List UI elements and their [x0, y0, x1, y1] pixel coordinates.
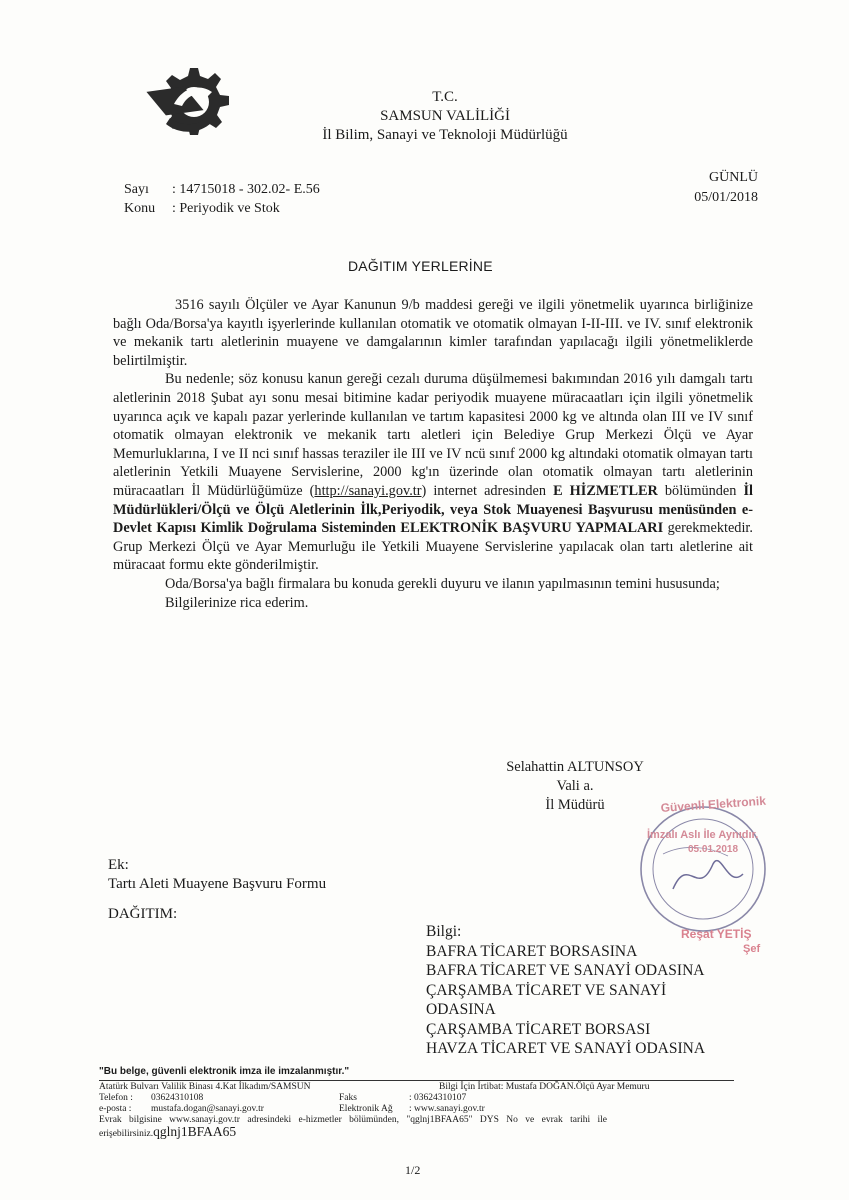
bilgi-block: [426, 922, 705, 1059]
bilgi-item: BAFRA TİCARET VE SANAYİ ODASINA: [426, 962, 705, 979]
stamp-signer: Reşat YETİŞ: [681, 927, 752, 941]
fax-value: : 03624310107: [409, 1093, 467, 1103]
bilgi-item: BAFRA TİCARET BORSASINA: [426, 942, 638, 960]
verify-text: Evrak bilgisine www.sanayi.gov.tr adresindeki e-hizmetler bölümünden, "qglnj1BFAA65" DYS No ve evrak tarihi ile: [99, 1115, 608, 1125]
ek-label: Ek:: [108, 857, 129, 873]
dagitim-label: DAĞITIM:: [108, 906, 178, 922]
document-title: DAĞITIM YERLERİNE: [348, 258, 493, 274]
paragraph-3: Oda/Borsa'ya bağlı firmalara bu konuda gerekli duyuru ve ilanın yapılmasının temini hususunda;: [165, 575, 720, 592]
verify-text-2: erişebilirsiniz.: [99, 1129, 154, 1139]
footer-contact: [99, 1082, 739, 1142]
web-value[interactable]: : www.sanayi.gov.tr: [409, 1104, 485, 1114]
date-block: [648, 168, 758, 208]
stamp-signer-title: Şef: [743, 943, 761, 955]
signature-block: [505, 758, 645, 815]
footer-contact-person: Bilgi İçin İrtibat: Mustafa DOĞAN.Ölçü Ayar Memuru: [439, 1082, 650, 1092]
stamp-text-2: İmzalı Aslı İle Aynıdır.: [647, 829, 759, 841]
bilgi-item: ODASINA: [426, 1001, 496, 1018]
email-label: e-posta :: [99, 1104, 132, 1114]
attachment-block: [108, 856, 326, 894]
paragraph-1: 3516 sayılı Ölçüler ve Ayar Kanunun 9/b maddesi gereği ve ilgili yönetmelik uyarınca birliğinize bağlı Oda/Borsa'ya kayıtlı işyerlerinde kullanılan otomatik ve otomatik olmayan I-II-III. ve IV. sınıf elektronik ve mekanik tartı aletlerinin muayene ve damgalarının kimler tarafından yapılacağı ilgili yönetmeliklerde belirtilmiştir.: [113, 297, 753, 369]
konu-value: : Periyodik ve Stok: [172, 201, 280, 216]
stamp-text-1: Güvenli Elektronik: [660, 794, 767, 815]
reference-block: [124, 180, 320, 218]
ministry-gear-logo: [140, 62, 240, 155]
footer-address: Atatürk Bulvarı Valilik Binası 4.Kat İlkadım/SAMSUN: [99, 1082, 311, 1092]
ek-item: Tartı Aleti Muayene Başvuru Formu: [108, 876, 327, 892]
tel-label: Telefon :: [99, 1093, 133, 1103]
web-label: Elektronik Ağ: [339, 1104, 393, 1114]
e-hizmetler-bold: E HİZMETLER: [553, 482, 658, 499]
header-mudurluk: İl Bilim, Sanayi ve Teknoloji Müdürlüğü: [322, 127, 568, 143]
page-number: 1/2: [405, 1163, 421, 1177]
instructions-bold: İl Müdürlükleri/Ölçü ve Ölçü Aletlerinin İlk,Periyodik, veya Stok Muayenesi Başvurusu menüsünden e-Devlet Kapısı Kimlik Doğrulama Sisteminden ELEKTRONİK BAŞVURU YAPMALARI: [113, 482, 753, 537]
paragraph-2: Bu nedenle; söz konusu kanun gereği cezalı duruma düşülmemesi bakımından 2016 yılı damgalı tartı aletlerinin 2018 Şubat ayı sonu mesai bitimine kadar periyodik muayene müracaatları için ilgili yönetmelik uyarınca açık ve kapalı pazar yerlerinde kullanılan ve tartım kapasitesi 2000 kg ve altında olan III ve IV sınıf otomatik olmayan elektronik ve mekanik tartı aletleri için Belediye Grup Merkezi Ölçü ve Ayar Memurluklarına, I ve II nci sınıf hassas teraziler ile III ve IV ncü sınıf 2000 kg altındaki otomatik olmayan tartı aletlerinin Yetkili Muayene Servislerine, 2000 kg'ın üzerinde olan otomatik olmayan tartı aletlerinin müracaatları İl Müdürlüğümüze (http://sanayi.gov.tr) internet adresinden E HİZMETLER bölümünden İl Müdürlükleri/Ölçü ve Ölçü Aletlerinin İlk,Periyodik, veya Stok Muayenesi Başvurusu menüsünden e-Devlet Kapısı Kimlik Doğrulama Sisteminden ELEKTRONİK BAŞVURU YAPMALARI gerekmektedir. Grup Merkezi Ölçü ve Ayar Memurluğu ile Yetkili Muayene Servislerine yapılacak olan tartı aletlerine ait müracaat formu ekte gönderilmiştir.: [113, 371, 753, 574]
bilgi-item: ÇARŞAMBA TİCARET VE SANAYİ: [426, 981, 667, 999]
date-value: 05/01/2018: [694, 190, 758, 205]
sayi-value: : 14715018 - 302.02- E.56: [172, 182, 320, 197]
bilgi-item: HAVZA TİCARET VE SANAYİ ODASINA: [426, 1040, 706, 1057]
date-label: GÜNLÜ: [709, 170, 758, 185]
tel-value: 03624310108: [151, 1093, 204, 1103]
bilgi-label: Bilgi:: [426, 923, 462, 940]
header-valilik: SAMSUN VALİLİĞİ: [380, 108, 510, 124]
konu-label: Konu: [124, 201, 156, 216]
bilgi-item: ÇARŞAMBA TİCARET BORSASI: [426, 1020, 651, 1038]
signer-name: Selahattin ALTUNSOY: [506, 759, 644, 775]
footer-divider: [99, 1080, 734, 1081]
letter-body: [113, 296, 753, 612]
paragraph-4: Bilgilerinize rica ederim.: [165, 594, 309, 611]
header-tc: T.C.: [432, 89, 458, 105]
signer-title2: İl Müdürü: [545, 797, 605, 813]
email-value[interactable]: mustafa.dogan@sanayi.gov.tr: [151, 1104, 264, 1114]
stamp-date: 05.01.2018: [688, 844, 739, 855]
e-signature-note: "Bu belge, güvenli elektronik imza ile imzalanmıştır.": [99, 1066, 350, 1077]
signer-title1: Vali a.: [556, 778, 594, 794]
verify-code: qglnj1BFAA65: [153, 1124, 237, 1139]
sayi-label: Sayı: [124, 182, 149, 197]
fax-label: Faks: [339, 1093, 357, 1103]
sanayi-link[interactable]: http://sanayi.gov.tr: [314, 482, 422, 499]
letter-header: [300, 88, 590, 145]
